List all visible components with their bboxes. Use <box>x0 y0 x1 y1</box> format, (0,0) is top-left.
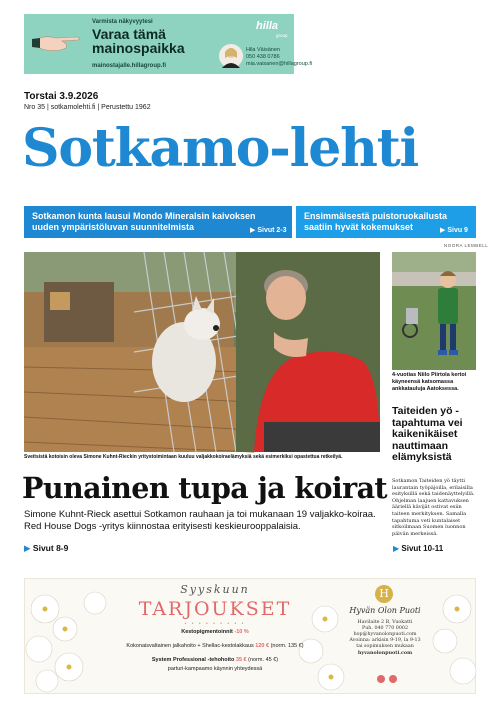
offer-3-label: System Professional -tehohoito <box>151 657 235 663</box>
main-lead: Simone Kuhnt-Rieck asettui Sotkamon rauhaan ja toi mukanaan 19 valjakko-koiraa. Red House Dogs -yritys kiinnostaa erityisesti keskieurooppalaisia. <box>24 509 376 532</box>
ad-headline: Varaa tämä mainospaikka <box>92 26 185 56</box>
top-advertisement[interactable] <box>24 14 313 74</box>
shop-info <box>343 620 427 656</box>
ad-contact <box>246 47 312 68</box>
teaser-mining[interactable] <box>24 206 292 238</box>
contact-avatar <box>219 44 243 68</box>
ad-url[interactable]: mainostajalle.hillagroup.fi <box>92 63 167 69</box>
newspaper-title: Sotkamo-lehti <box>22 118 419 179</box>
hilla-logo-sub: group <box>276 33 288 38</box>
side-story-body: Sotkamon Taiteiden yö täytti laurantain työpäjoilla, erilaisilla esityksillä sekä taidenäyttelyillä. Ohjelman laajuen kattavuksen ääriellä kävijät ostivat esiin taiteen merkityksen. Samalla tapahtuma veti kuntalaiset sitkoilmaan Suomen luonnon päivän merkeissä. <box>392 478 475 537</box>
offer-2-note: (norm. 135 €) <box>270 643 304 649</box>
facebook-icon[interactable] <box>377 675 385 683</box>
offer-3-value: 35 € <box>235 657 247 663</box>
teaser-park-lunch[interactable] <box>296 206 476 238</box>
ad-title-small: Syyskuun <box>180 583 250 596</box>
offer-3-note: (norm. 45 €) <box>248 657 279 663</box>
offer-line-2 <box>95 643 335 649</box>
offer-2-label: Kokonaisvaltainen jalkahoito + Shellac-kestolakkaus <box>126 643 254 649</box>
shop-hours-1: Avoinna: arkisin 9-19, la 9-13 <box>349 638 421 643</box>
instagram-icon[interactable] <box>389 675 397 683</box>
shop-web[interactable]: hyvanolonpuoti.com <box>357 650 413 656</box>
main-headline[interactable]: Punainen tupa ja koirat <box>22 471 387 505</box>
main-story-page-ref[interactable] <box>24 543 68 554</box>
side-photo-caption: 4-vuotias Niilo Piirtola kertoi käyneensä katsomassa ankkatauluja Aatoksessa. <box>392 372 467 392</box>
side-photo-child <box>392 252 476 370</box>
main-ref-label: Sivut 8-9 <box>32 543 69 553</box>
teaser-page-ref: ▶ Sivu 9 <box>440 227 468 234</box>
ad-kicker: Varmista näkyvyytesi <box>92 19 153 25</box>
shop-address: Havilaite 2 B, Vuokatti <box>357 620 413 625</box>
shop-logo: H <box>375 585 393 603</box>
shop-phone[interactable]: Puh. 040 770 0002 <box>361 626 409 631</box>
teaser-page-ref: ▶ Sivut 2-3 <box>250 227 287 234</box>
shop-name: Hyvän Olon Puoti <box>349 606 421 615</box>
offer-1-value: -10 % <box>234 629 249 635</box>
offer-3-sub: parturi-kampaamo käynnin yhteydessä <box>167 666 263 672</box>
contact-phone[interactable]: 050 438 0786 <box>246 54 280 60</box>
hilla-logo: hilla <box>256 20 279 32</box>
side-ref-label: Sivut 10-11 <box>401 544 444 553</box>
teaser-text: Sotkamon kunta lausui Mondo Mineralsin kaivoksen uuden ympäristöluvan suunnitelmista <box>32 211 256 232</box>
photo-credit: NOORA LEMBELL <box>444 243 489 248</box>
pointing-hand-icon <box>32 30 82 54</box>
offer-line-1 <box>95 629 335 635</box>
teaser-text: Ensimmäisestä puistoruokailusta saatiin hyvät kokemukset <box>304 211 448 232</box>
offer-line-3 <box>95 657 335 663</box>
main-photo-caption: Sveitsistä kotoisin oleva Simone Kuhnt-Rieckin yritystoimintaan kuuluu valjakkokoiraelämyksiä sekä esimerkiksi opastettua retkeilyä. <box>24 454 343 460</box>
side-story-page-ref[interactable] <box>393 544 443 553</box>
ad-title-big: TARJOUKSET <box>138 598 292 620</box>
issue-meta: Nro 35 | sotkamolehti.fi | Perustettu 1962 <box>24 104 151 111</box>
bottom-advertisement[interactable] <box>24 578 476 694</box>
shop-email[interactable]: hop@hyvanolonpuoti.com <box>353 632 417 637</box>
main-photo-woman-with-dog <box>24 252 380 452</box>
side-story-headline[interactable]: Taiteiden yö -tapahtuma vei kaikenikäiset nauttimaan elämyksistä <box>392 405 463 463</box>
shop-hours-2: tai sopimuksen mukaan <box>356 644 414 649</box>
contact-email[interactable]: mia.vaisanen@hillagroup.fi <box>246 61 313 67</box>
arrow-right-icon: ▶ <box>393 544 400 553</box>
arrow-right-icon: ▶ <box>24 543 31 553</box>
issue-date: Torstai 3.9.2026 <box>24 91 99 102</box>
offer-2-value: 120 € <box>255 643 270 649</box>
offer-1-label: Kestopigmentoinnit <box>181 629 233 635</box>
contact-name: Hila Väisänen <box>246 47 280 53</box>
ad-divider-dots: • • • • • • • • • <box>184 621 246 627</box>
